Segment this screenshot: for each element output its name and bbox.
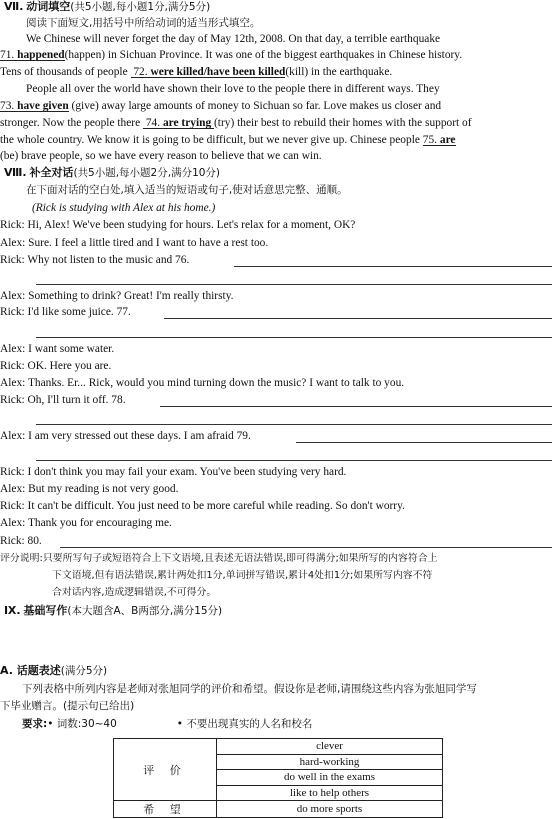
section8-title bbox=[4, 166, 554, 180]
evaluation-table bbox=[113, 738, 443, 818]
partA-heading: A. 话题表述 bbox=[0, 664, 61, 677]
section8-instruction: 在下面对话的空白处,填入适当的短语或句子,使对话意思完整、通顺。 bbox=[26, 184, 348, 196]
section8-heading: 补全对话 bbox=[29, 166, 74, 179]
table-row bbox=[114, 739, 443, 755]
eval-item: hard-working bbox=[217, 754, 443, 770]
hope-item: do more sports bbox=[217, 801, 443, 818]
dialogue-setting: (Rick is studying with Alex at his home.) bbox=[32, 202, 216, 214]
blank-73-number: 73. bbox=[0, 100, 15, 112]
answer-line-78b[interactable] bbox=[36, 424, 552, 425]
section7-note: (共5小题,每小题1分,满分5分) bbox=[70, 1, 211, 13]
eval-label-cell: 评 价 bbox=[114, 739, 217, 801]
dialogue-line-9: Rick: Oh, I'll turn it off. 78. bbox=[0, 394, 126, 406]
answer-71: happened bbox=[17, 49, 65, 61]
blank-72-number: 72. bbox=[133, 66, 148, 78]
table-row bbox=[114, 801, 443, 818]
section9-heading: 基础写作 bbox=[23, 604, 68, 617]
passage-text: the whole country. We know it is going to be difficult, but we never give up. Chinese people bbox=[0, 134, 423, 146]
passage-line-4: People all over the world have shown their love to the people there in different ways. They bbox=[26, 83, 440, 95]
dialogue-line-4: Alex: Something to drink? Great! I'm really thirsty. bbox=[0, 290, 234, 302]
dialogue-line-10: Alex: I am very stressed out these days. I am afraid 79. bbox=[0, 430, 251, 442]
blank-71-number: 71. bbox=[0, 49, 15, 61]
section9-note: (本大题含A、B两部分,满分15分) bbox=[67, 605, 223, 617]
answer-line-80[interactable] bbox=[60, 547, 552, 548]
passage-line-2 bbox=[0, 48, 554, 62]
passage-text: stronger. Now the people there bbox=[0, 117, 143, 129]
dialogue-line-15: Rick: 80. bbox=[0, 535, 42, 547]
dialogue-line-3: Rick: Why not listen to the music and 76. bbox=[0, 254, 190, 266]
answer-line-78a[interactable] bbox=[160, 406, 552, 407]
passage-line-6 bbox=[0, 116, 554, 130]
answer-line-76b[interactable] bbox=[36, 284, 552, 285]
answer-line-77a[interactable] bbox=[164, 318, 552, 319]
passage-text: (kill) in the earthquake. bbox=[285, 66, 393, 78]
section7-heading: 动词填空 bbox=[26, 0, 71, 13]
section8-note: (共5小题,每小题2分,满分10分) bbox=[73, 167, 221, 179]
answer-75: are bbox=[439, 134, 456, 146]
dialogue-line-5: Rick: I'd like some juice. 77. bbox=[0, 306, 131, 318]
section9-num: Ⅸ. bbox=[4, 604, 21, 617]
dialogue-line-11: Rick: I don't think you may fail your exam. You've been studying very hard. bbox=[0, 466, 347, 478]
passage-line-1: We Chinese will never forget the day of May 12th, 2008. On that day, a terrible earthquake bbox=[26, 33, 441, 45]
partA-title bbox=[0, 664, 554, 678]
requirement-word-count: • 词数:30~40 bbox=[47, 718, 117, 730]
section9-title bbox=[4, 604, 554, 618]
passage-line-3 bbox=[0, 65, 554, 79]
answer-74: are trying bbox=[162, 117, 212, 129]
section7-instruction: 阅读下面短文,用括号中所给动词的适当形式填空。 bbox=[26, 17, 261, 29]
dialogue-line-8: Alex: Thanks. Er... Rick, would you mind turning down the music? I want to talk to you. bbox=[0, 377, 405, 389]
scoring-note-1: 评分说明:只要所写句子或短语符合上下文语境,且表述无语法错误,即可得满分;如果所写的内容符合上 bbox=[0, 553, 438, 564]
requirements-label: 要求: bbox=[22, 718, 48, 730]
partA-desc-1: 下列表格中所列内容是老师对张旭同学的评价和希望。假设你是老师,请围绕这些内容为张旭同学写 bbox=[22, 683, 477, 695]
dialogue-line-14: Alex: Thank you for encouraging me. bbox=[0, 517, 172, 529]
eval-item: like to help others bbox=[217, 785, 443, 801]
section8-num: Ⅷ. bbox=[4, 166, 27, 179]
scoring-note-3: 合对话内容,造成逻辑错误,不可得分。 bbox=[52, 587, 217, 598]
partA-requirements bbox=[22, 717, 554, 731]
dialogue-line-13: Rick: It can't be difficult. You just need to be more careful while reading. So don't worry. bbox=[0, 500, 405, 512]
eval-item: clever bbox=[217, 739, 443, 755]
dialogue-line-7: Rick: OK. Here you are. bbox=[0, 360, 112, 372]
partA-note: (满分5分) bbox=[60, 665, 108, 677]
blank-75-number: 75. bbox=[422, 134, 438, 146]
blank-74-number: 74. bbox=[145, 117, 161, 129]
passage-text: (happen) in Sichuan Province. It was one of the biggest earthquakes in Chinese history. bbox=[64, 49, 463, 61]
passage-line-7 bbox=[0, 133, 554, 147]
passage-text: (give) away large amounts of money to Sichuan so far. Love makes us closer and bbox=[68, 100, 442, 112]
answer-72: were killed/have been killed bbox=[150, 66, 286, 78]
section7-title bbox=[4, 0, 554, 14]
dialogue-line-1: Rick: Hi, Alex! We've been studying for hours. Let's relax for a moment, OK? bbox=[0, 219, 356, 231]
partA-desc-2: 下毕业赠言。(提示句已给出) bbox=[0, 700, 135, 712]
eval-item: do well in the exams bbox=[217, 770, 443, 786]
passage-line-5 bbox=[0, 99, 554, 113]
answer-line-77b[interactable] bbox=[36, 337, 552, 338]
answer-line-76a[interactable] bbox=[234, 266, 552, 267]
passage-text: (try) their best to rebuild their homes with the support of bbox=[214, 117, 472, 129]
scoring-note-2: 下文语境,但有语法错误,累计两处扣1分,单词拼写错误,累计4处扣1分;如果所写内容不符 bbox=[52, 570, 433, 581]
dialogue-line-6: Alex: I want some water. bbox=[0, 343, 115, 355]
dialogue-line-12: Alex: But my reading is not very good. bbox=[0, 483, 179, 495]
passage-line-8: (be) brave people, so we have every reason to believe that we can win. bbox=[0, 150, 322, 162]
answer-73: have given bbox=[17, 100, 69, 112]
answer-line-79a[interactable] bbox=[296, 442, 552, 443]
requirement-no-real-names: • 不要出现真实的人名和校名 bbox=[176, 718, 313, 730]
dialogue-line-2: Alex: Sure. I feel a little tired and I want to have a rest too. bbox=[0, 237, 269, 249]
answer-line-79b[interactable] bbox=[36, 460, 552, 461]
passage-text: Tens of thousands of people bbox=[0, 66, 131, 78]
hope-label-cell: 希 望 bbox=[114, 801, 217, 818]
section7-num: Ⅶ. bbox=[4, 0, 24, 13]
